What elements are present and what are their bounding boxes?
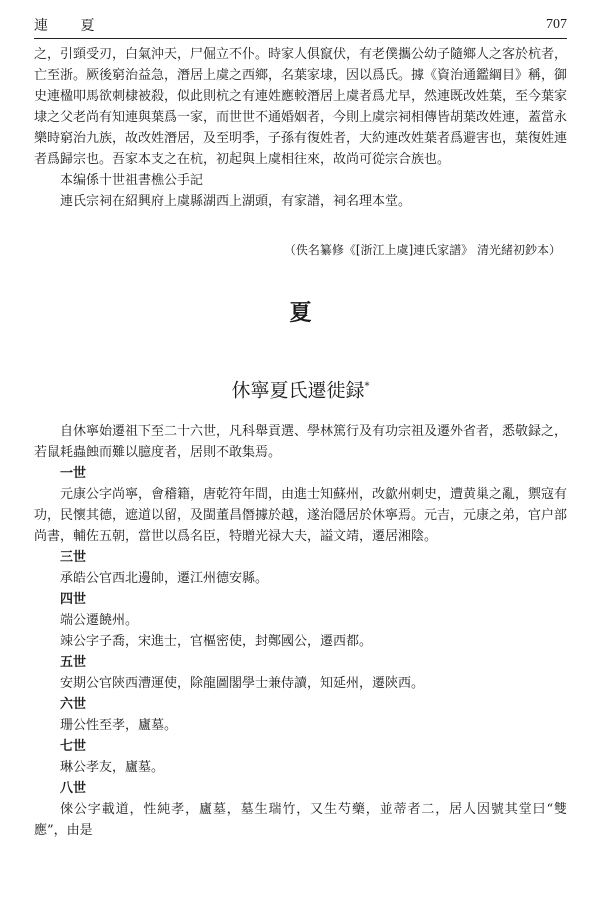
generation-heading: 四世 — [60, 592, 87, 608]
document-title-text: 休寧夏氏遷徙録 — [231, 379, 365, 402]
generation-heading: 三世 — [60, 550, 87, 566]
generation-entry: 安期公官陝西漕運使，除龍圖閣學士兼侍讀，知延州，遷陝西。 — [60, 676, 425, 692]
running-header-title: 連 夏 — [34, 18, 109, 34]
generation-entry: 竦公字子喬，宋進士，官樞密使，封鄭國公，遷西都。 — [60, 634, 373, 650]
generation-entry: 倈公字載道，性純孝，廬墓，墓生瑞竹，又生芍藥，並蒂者二，居人因號其堂曰“雙應”，由是 — [34, 802, 567, 839]
footnote-mark: * — [364, 381, 370, 392]
generation-entry: 珊公性至孝，廬墓。 — [60, 718, 178, 734]
section-heading: 夏 — [289, 300, 312, 326]
header-rule — [34, 38, 567, 39]
intro-paragraph: 自休寧始遷祖下至二十六世，凡科舉貢選、學林篤行及有功宗祖及遷外省者，悉敬録之，若鼠耗蟲蝕而難以臆度者，居則不敢集焉。 — [34, 424, 568, 461]
generation-heading: 七世 — [60, 739, 87, 755]
generation-entry: 端公遷饒州。 — [60, 613, 139, 629]
source-citation: （佚名纂修《[浙江上虞]連氏家譜》 清光緒初鈔本） — [283, 243, 561, 257]
generation-list — [34, 463, 567, 841]
running-header — [34, 14, 567, 36]
editor-note: 本编係十世祖書樵公手記 — [60, 173, 204, 188]
generation-heading: 五世 — [60, 655, 87, 671]
generation-heading: 八世 — [60, 781, 87, 797]
document-title — [34, 376, 567, 401]
generation-heading: 六世 — [60, 697, 87, 713]
page-body — [34, 44, 567, 841]
generation-entry: 琳公孝友，廬墓。 — [60, 760, 165, 776]
generation-heading: 一世 — [60, 466, 87, 482]
generation-entry: 元康公字尚寧，會稽籍，唐乾符年間，由進士知蘇州，改歙州刺史，遭黄巢之亂，禦寇有功，民懷其德，遮道以留，及閩董昌僭據於越，遂治隱居於休寧焉。元吉，元康之弟，官户部尚書，輔佐五朝，當世以爲名臣，特贈光禄大夫，謚文靖，遷居湘陰。 — [34, 487, 568, 545]
page-number: 707 — [546, 17, 567, 32]
continued-paragraph: 之，引頸受刃，白氣沖天，尸倔立不仆。時家人俱竄伏，有老僕攜公幼子隨鄉人之客於杭者，亡至浙。厥後窮治益急，潛居上虞之西鄉，名葉家埭，因以爲氏。據《資治通鑑綱目》稱，御史連楹叩馬欲刺棣被殺，似此則杭之有連姓應較潛居上虞者爲尤早，然連既改姓葉，至今葉家埭之父老尚有知連與葉爲一家，而世世不通婚姻者，今則上虞宗祠相傳皆胡葉改姓連，蓋當永樂時窮治九族，故改姓潛居，及至明季，子孫有復姓者，大約連改姓葉者爲避害也，葉復姓連者爲歸宗也。吾家本支之在杭，初起與上虞相往來，故尚可從宗合族也。 — [34, 47, 568, 167]
shrine-note: 連氏宗祠在紹興府上虞縣湖西上湖頭，有家譜，祠名理本堂。 — [60, 194, 412, 209]
generation-entry: 承皓公官西北邊帥，遷江州德安縣。 — [60, 571, 269, 587]
